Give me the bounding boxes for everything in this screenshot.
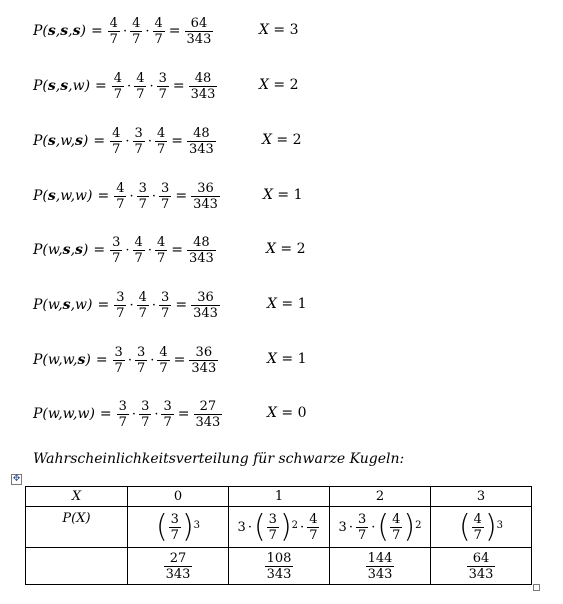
random-variable-value: X = 2 xyxy=(266,241,306,257)
fraction: $\frac{64}{343}$ xyxy=(186,15,212,47)
fraction: $\frac{4}{7}$ xyxy=(156,125,166,157)
probability-lhs: P(s,w,w) xyxy=(33,188,93,204)
fraction: $\frac{3}{7}$ xyxy=(138,180,147,212)
table-resize-handle-icon[interactable] xyxy=(533,584,540,591)
random-variable-value: X = 1 xyxy=(267,296,307,312)
header-1: 1 xyxy=(229,487,330,507)
fraction: $\frac{4}{7}$ xyxy=(154,15,163,47)
probability-lhs: P(s,w,s) xyxy=(33,133,89,149)
header-2: 2 xyxy=(330,487,431,507)
fraction: $\frac{36}{343}$ xyxy=(193,289,218,321)
empty-cell xyxy=(26,548,128,585)
table-px-row xyxy=(26,507,532,548)
probability-row: P(w,s,w) = $\frac{3}{7}$ · $\frac{4}{7}$ · $\frac{3}{7}$ = $\frac{36}{343}$ xyxy=(33,289,218,321)
px-expr-2: 3 · $\frac{3}{7}$ · ( $\frac{4}{7}$ ) 2 xyxy=(330,507,431,548)
table-move-handle-icon[interactable]: ✥ xyxy=(12,474,21,484)
random-variable-value: X = 2 xyxy=(259,77,299,93)
fraction: $\frac{36}{343}$ xyxy=(193,180,218,212)
probability-lhs: P(w,w,s) xyxy=(33,352,91,368)
probability-row: P(s,w,s) = $\frac{4}{7}$ · $\frac{3}{7}$ · $\frac{4}{7}$ = $\frac{48}{343}$ xyxy=(33,125,214,157)
probability-row: P(w,s,s) = $\frac{3}{7}$ · $\frac{4}{7}$ · $\frac{4}{7}$ = $\frac{48}{343}$ xyxy=(33,234,214,266)
value-0: $\frac{27}{343}$ xyxy=(128,548,229,585)
distribution-caption: Wahrscheinlichkeitsverteilung für schwarze Kugeln: xyxy=(33,451,405,467)
fraction: $\frac{3}{7}$ xyxy=(158,70,167,102)
probability-row: P(s,w,w) = $\frac{4}{7}$ · $\frac{3}{7}$ · $\frac{3}{7}$ = $\frac{36}{343}$ xyxy=(33,180,218,212)
probability-row: P(s,s,s) = $\frac{4}{7}$ · $\frac{4}{7}$ · $\frac{4}{7}$ = $\frac{64}{343}$ xyxy=(33,15,212,47)
fraction: $\frac{3}{7}$ xyxy=(141,398,150,430)
probability-lhs: P(w,w,w) xyxy=(33,406,95,422)
value-3: $\frac{64}{343}$ xyxy=(431,548,532,585)
random-variable-value: X = 2 xyxy=(262,132,302,148)
fraction: $\frac{3}{7}$ xyxy=(136,344,146,376)
table-value-row xyxy=(26,548,532,585)
probability-lhs: P(w,s,s) xyxy=(33,242,89,258)
fraction: $\frac{3}{7}$ xyxy=(163,398,172,430)
px-label: P(X) xyxy=(62,510,91,526)
probability-row: P(s,s,w) = $\frac{4}{7}$ · $\frac{4}{7}$ · $\frac{3}{7}$ = $\frac{48}{343}$ xyxy=(33,70,216,102)
fraction: $\frac{4}{7}$ xyxy=(116,180,125,212)
random-variable-value: X = 3 xyxy=(259,22,299,38)
fraction: $\frac{48}{343}$ xyxy=(188,125,214,157)
header-3: 3 xyxy=(431,487,532,507)
fraction: $\frac{4}{7}$ xyxy=(138,289,147,321)
px-label-cell xyxy=(26,507,128,548)
value-1: $\frac{108}{343}$ xyxy=(229,548,330,585)
distribution-table xyxy=(25,486,532,585)
value-2: $\frac{144}{343}$ xyxy=(330,548,431,585)
fraction: $\frac{4}{7}$ xyxy=(132,15,141,47)
fraction: $\frac{4}{7}$ xyxy=(112,125,121,157)
random-variable-value: X = 0 xyxy=(267,405,307,421)
table-header-row xyxy=(26,487,532,507)
fraction: $\frac{27}{343}$ xyxy=(195,398,221,430)
probability-lhs: P(w,s,w) xyxy=(33,297,93,313)
fraction: $\frac{3}{7}$ xyxy=(118,398,127,430)
fraction: $\frac{3}{7}$ xyxy=(112,234,121,266)
fraction: $\frac{4}{7}$ xyxy=(156,234,166,266)
fraction: $\frac{3}{7}$ xyxy=(114,344,123,376)
fraction: $\frac{3}{7}$ xyxy=(161,180,170,212)
header-x: X xyxy=(26,487,128,507)
fraction: $\frac{4}{7}$ xyxy=(109,15,118,47)
fraction: $\frac{3}{7}$ xyxy=(116,289,125,321)
px-expr-1: 3 · ( $\frac{3}{7}$ ) 2 · $\frac{4}{7}$ xyxy=(229,507,330,548)
fraction: $\frac{4}{7}$ xyxy=(113,70,123,102)
probability-lhs: P(s,s,s) xyxy=(33,23,86,39)
fraction: $\frac{4}{7}$ xyxy=(136,70,145,102)
fraction: $\frac{3}{7}$ xyxy=(161,289,170,321)
probability-lhs: P(s,s,w) xyxy=(33,78,91,94)
random-variable-value: X = 1 xyxy=(267,351,307,367)
fraction: $\frac{36}{343}$ xyxy=(191,344,217,376)
fraction: $\frac{4}{7}$ xyxy=(134,234,143,266)
px-expr-3: ( $\frac{4}{7}$ ) 3 xyxy=(431,507,532,548)
header-0: 0 xyxy=(128,487,229,507)
probability-row: P(w,w,w) = $\frac{3}{7}$ · $\frac{3}{7}$ · $\frac{3}{7}$ = $\frac{27}{343}$ xyxy=(33,398,221,430)
fraction: $\frac{4}{7}$ xyxy=(159,344,168,376)
px-expr-0: ( $\frac{3}{7}$ ) 3 xyxy=(128,507,229,548)
random-variable-value: X = 1 xyxy=(263,187,303,203)
probability-row: P(w,w,s) = $\frac{3}{7}$ · $\frac{3}{7}$ · $\frac{4}{7}$ = $\frac{36}{343}$ xyxy=(33,344,217,376)
fraction: $\frac{48}{343}$ xyxy=(188,234,214,266)
fraction: $\frac{48}{343}$ xyxy=(190,70,216,102)
fraction: $\frac{3}{7}$ xyxy=(134,125,143,157)
